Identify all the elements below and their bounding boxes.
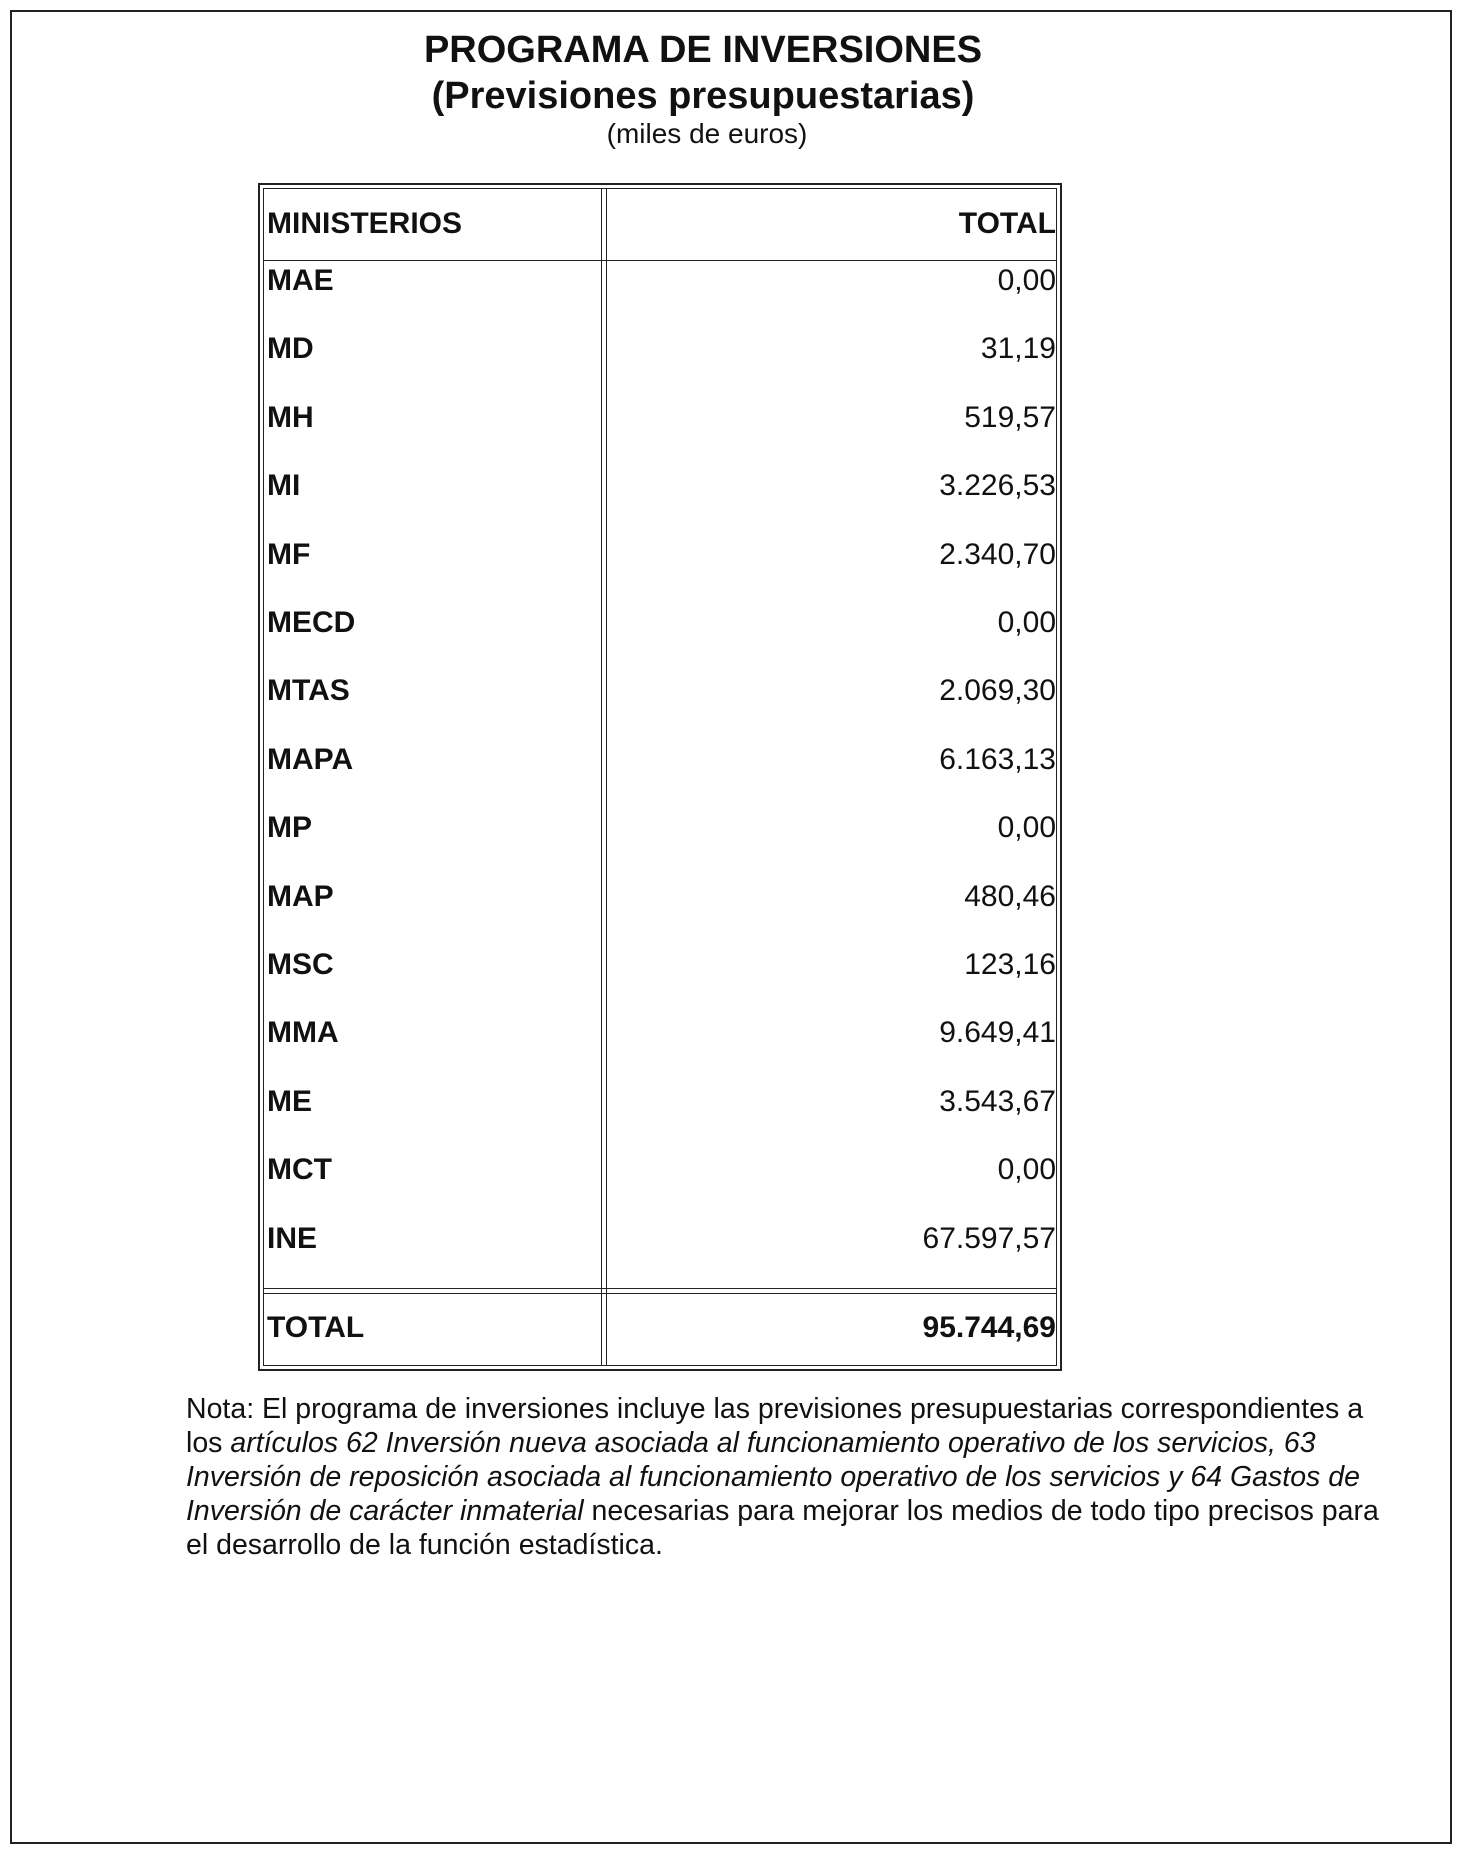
table-row-total: 2.340,70: [939, 538, 1056, 571]
table-row-total: 480,46: [964, 880, 1056, 913]
table-row-total: 0,00: [997, 1153, 1056, 1186]
footnote-text: Nota: El programa de inversiones incluye las previsiones presupuestarias correspondientes a los: [186, 1393, 1364, 1459]
header-total: TOTAL: [958, 207, 1056, 240]
table-row-ministerio: MP: [267, 811, 312, 844]
table-row-total: 6.163,13: [939, 743, 1056, 776]
table-row-total: 0,00: [997, 606, 1056, 639]
column-divider: [606, 188, 607, 1366]
table-row-total: 123,16: [964, 948, 1056, 981]
table-row-ministerio: MSC: [267, 948, 334, 981]
document-title: PROGRAMA DE INVERSIONES: [423, 29, 983, 71]
header-separator: [263, 260, 1057, 261]
table-row-ministerio: MECD: [267, 606, 356, 639]
table-row-ministerio: MTAS: [267, 674, 350, 707]
header-ministerios: MINISTERIOS: [267, 207, 463, 240]
footnote: [186, 1392, 1406, 1562]
table-row-total: 31,19: [980, 332, 1056, 365]
table-row-ministerio: MAP: [267, 880, 334, 913]
table-row-total: 9.649,41: [939, 1016, 1056, 1049]
table-row-ministerio: MD: [267, 332, 314, 365]
units-caption: (miles de euros): [606, 118, 808, 149]
table-row-ministerio: MF: [267, 538, 311, 571]
table-row-ministerio: ME: [267, 1085, 312, 1118]
table-row-total: 67.597,57: [922, 1222, 1056, 1255]
total-separator: [263, 1288, 1057, 1289]
table-row-total: 519,57: [964, 401, 1056, 434]
table-row-ministerio: MH: [267, 401, 314, 434]
table-inner-border: [263, 188, 1057, 1366]
document-subtitle-heading: (Previsiones presupuestarias): [431, 75, 975, 117]
table-row-ministerio: INE: [267, 1222, 318, 1255]
column-divider: [601, 188, 602, 1366]
table-row-total: 2.069,30: [939, 674, 1056, 707]
footnote-text-end: necesarias para mejorar los medios de todo tipo precisos para el desarrollo de la función estadística.: [186, 1495, 1379, 1561]
table-row-total: 3.543,67: [939, 1085, 1056, 1118]
table-row-ministerio: MI: [267, 469, 301, 502]
total-value: 95.744,69: [922, 1311, 1056, 1344]
footnote-italic-text: artículos 62 Inversión nueva asociada al funcionamiento operativo de los servicios, 63 Inversión de reposición asociada al funcionamiento operativo de los servicios y 64 Gastos de Inversión de carácter inmaterial: [186, 1427, 1360, 1527]
total-separator: [263, 1293, 1057, 1294]
table-row-ministerio: MCT: [267, 1153, 332, 1186]
table-row-total: 0,00: [997, 264, 1056, 297]
table-row-ministerio: MAE: [267, 264, 334, 297]
table-row-ministerio: MMA: [267, 1016, 339, 1049]
total-label: TOTAL: [267, 1311, 365, 1344]
table-row-ministerio: MAPA: [267, 743, 354, 776]
table-row-total: 0,00: [997, 811, 1056, 844]
table-row-total: 3.226,53: [939, 469, 1056, 502]
